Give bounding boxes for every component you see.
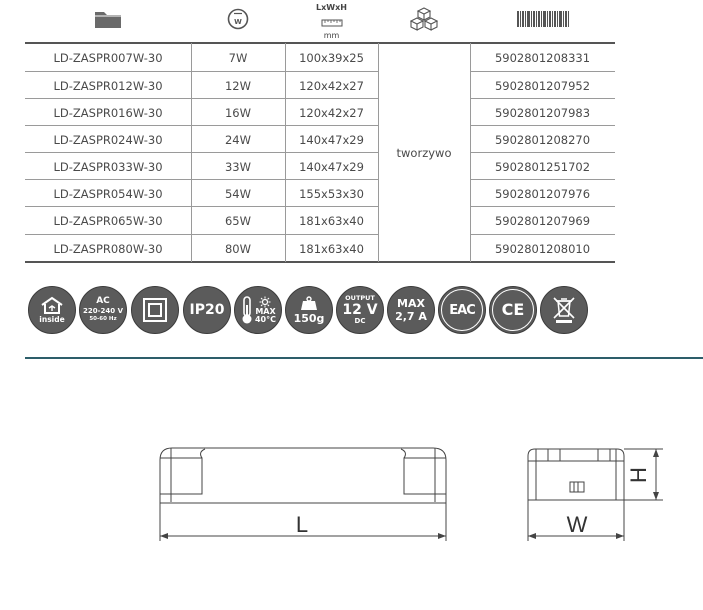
ean-cell: 5902801207952: [494, 78, 591, 93]
model-cell: LD-ZASPR033W-30: [53, 159, 163, 174]
housing-front-view: [160, 448, 446, 503]
power-cell: 54W: [224, 186, 251, 201]
ac-voltage: 220-240 V: [83, 307, 123, 316]
ac-frequency: 50-60 Hz: [89, 316, 117, 323]
dimension-unit: mm: [323, 30, 340, 40]
model-cell: LD-ZASPR080W-30: [53, 241, 163, 256]
model-cell: LD-ZASPR007W-30: [53, 50, 163, 65]
power-cell: 80W: [224, 241, 251, 256]
output-voltage: 12 V: [342, 301, 378, 318]
double-insulation-icon: [142, 297, 168, 323]
folder-icon: [94, 9, 122, 33]
power-watt-icon: [226, 7, 250, 35]
thermometer-icon: [240, 295, 254, 325]
weight-value: 150g: [293, 312, 325, 325]
power-cell: 7W: [228, 50, 248, 65]
material-cell: tworzywo: [396, 145, 452, 160]
svg-text:W: W: [234, 18, 242, 26]
ruler-icon: [321, 12, 343, 31]
length-label: L: [295, 512, 309, 537]
ip-rating: IP20: [189, 302, 225, 318]
inside-label: inside: [39, 315, 65, 325]
ip20-badge: [183, 286, 231, 334]
height-label: H: [626, 467, 651, 483]
max-current-value: 2,7 A: [395, 310, 427, 323]
header-material-column: [378, 0, 470, 42]
model-cell: LD-ZASPR054W-30: [53, 186, 163, 201]
certification-badges: [28, 286, 568, 336]
dimension-label: LxWxH: [316, 2, 347, 12]
ean-cell: 5902801207969: [494, 213, 591, 228]
weight-badge: [285, 286, 333, 334]
eac-mark: EAC: [449, 302, 475, 318]
model-cell: LD-ZASPR016W-30: [53, 105, 163, 120]
model-cell: LD-ZASPR024W-30: [53, 132, 163, 147]
barcode-icon: [517, 11, 569, 31]
dims-cell: 100x39x25: [299, 50, 364, 65]
ac-input-badge: [79, 286, 127, 334]
ean-cell: 5902801251702: [494, 159, 591, 174]
weight-icon: [300, 296, 318, 310]
eac-badge: [438, 286, 486, 334]
dims-cell: 120x42x27: [299, 105, 364, 120]
ce-badge: [489, 286, 537, 334]
power-cell: 24W: [224, 132, 251, 147]
ce-mark: CE: [501, 300, 525, 319]
power-cell: 16W: [224, 105, 251, 120]
header-ean-column: [470, 0, 615, 42]
house-icon: [40, 296, 64, 314]
max-current-label: MAX: [397, 297, 425, 310]
section-divider: [25, 357, 703, 359]
dims-cell: 181x63x40: [299, 213, 364, 228]
cubes-material-icon: [410, 6, 438, 36]
max-temp-value: 40°C: [254, 315, 276, 324]
crossed-bin-icon: [551, 295, 577, 325]
dims-cell: 155x53x30: [299, 186, 364, 201]
max-current-badge: [387, 286, 435, 334]
dims-cell: 140x47x29: [299, 132, 364, 147]
power-cell: 33W: [224, 159, 251, 174]
dims-cell: 120x42x27: [299, 78, 364, 93]
model-cell: LD-ZASPR065W-30: [53, 213, 163, 228]
dimension-drawing: [0, 420, 703, 610]
weee-badge: [540, 286, 588, 334]
ean-cell: 5902801208010: [494, 241, 591, 256]
header-dimension-column: [285, 0, 378, 42]
ean-cell: 5902801207983: [494, 105, 591, 120]
power-cell: 65W: [224, 213, 251, 228]
ean-cell: 5902801207976: [494, 186, 591, 201]
output-type: DC: [354, 316, 366, 325]
model-cell: LD-ZASPR012W-30: [53, 78, 163, 93]
max-temperature-badge: [234, 286, 282, 334]
dims-cell: 140x47x29: [299, 159, 364, 174]
indoor-use-badge: [28, 286, 76, 334]
power-cell: 12W: [224, 78, 251, 93]
ean-cell: 5902801208270: [494, 132, 591, 147]
output-voltage-badge: [336, 286, 384, 334]
dims-cell: 181x63x40: [299, 241, 364, 256]
ean-cell: 5902801208331: [494, 50, 591, 65]
max-temp-label: MAX: [255, 307, 276, 316]
width-label: W: [566, 512, 588, 537]
header-model-column: [25, 0, 191, 42]
ac-label: AC: [96, 296, 110, 307]
output-label: OUTPUT: [345, 294, 375, 303]
header-power-column: [191, 0, 285, 42]
class-ii-badge: [131, 286, 179, 334]
